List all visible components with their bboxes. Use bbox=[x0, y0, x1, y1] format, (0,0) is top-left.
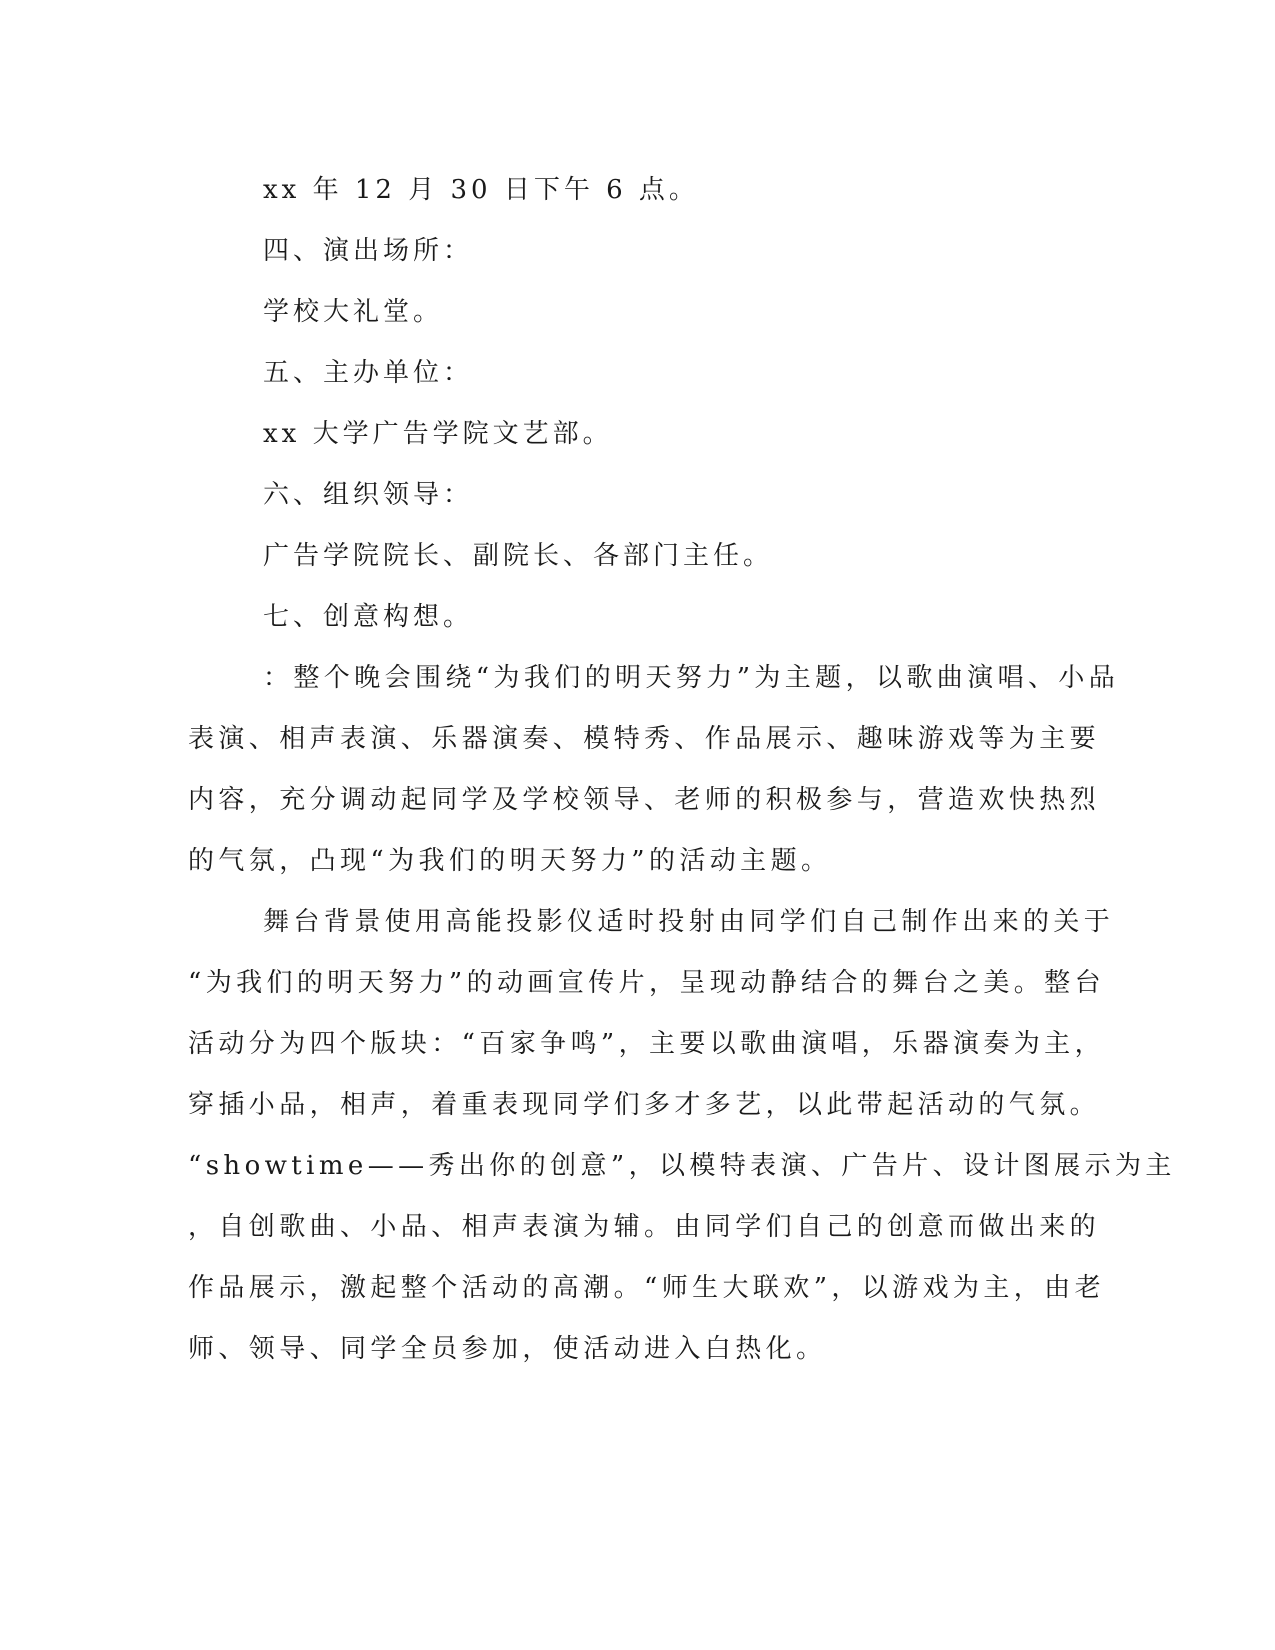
paragraph-line: 表演、相声表演、乐器演奏、模特秀、作品展示、趣味游戏等为主要 bbox=[188, 724, 1101, 754]
time-line: xx 年 12 月 30 日下午 6 点。 bbox=[263, 175, 699, 205]
heading-leadership: 六、组织领导： bbox=[263, 480, 474, 510]
paragraph-line: 活动分为四个版块：“百家争鸣”，主要以歌曲演唱，乐器演奏为主， bbox=[188, 1029, 1105, 1059]
paragraph-line: 穿插小品，相声，着重表现同学们多才多艺，以此带起活动的气氛。 bbox=[188, 1090, 1101, 1120]
venue-line: 学校大礼堂。 bbox=[263, 297, 444, 327]
paragraph-line: ：整个晚会围绕“为我们的明天努力”为主题，以歌曲演唱、小品 bbox=[263, 663, 1120, 693]
paragraph-line: 作品展示，激起整个活动的高潮。“师生大联欢”，以游戏为主，由老 bbox=[188, 1273, 1105, 1303]
heading-venue: 四、演出场所： bbox=[263, 236, 474, 266]
paragraph-line: 师、领导、同学全员参加，使活动进入白热化。 bbox=[188, 1334, 827, 1364]
paragraph-line: “为我们的明天努力”的动画宣传片，呈现动静结合的舞台之美。整台 bbox=[188, 968, 1105, 998]
paragraph-line: 内容，充分调动起同学及学校领导、老师的积极参与，营造欢快热烈 bbox=[188, 785, 1101, 815]
leadership-line: 广告学院院长、副院长、各部门主任。 bbox=[263, 541, 774, 571]
paragraph-line: “showtime——秀出你的创意”，以模特表演、广告片、设计图展示为主 bbox=[188, 1151, 1176, 1181]
paragraph-line: 的气氛，凸现“为我们的明天努力”的活动主题。 bbox=[188, 846, 832, 876]
paragraph-stage bbox=[188, 892, 1176, 1380]
organizer-line: xx 大学广告学院文艺部。 bbox=[263, 419, 613, 449]
paragraph-theme bbox=[188, 648, 1120, 892]
heading-creative-concept: 七、创意构想。 bbox=[263, 602, 474, 632]
paragraph-line: ，自创歌曲、小品、相声表演为辅。由同学们自己的创意而做出来的 bbox=[188, 1212, 1101, 1242]
heading-organizer: 五、主办单位： bbox=[263, 358, 474, 388]
paragraph-line: 舞台背景使用高能投影仪适时投射由同学们自己制作出来的关于 bbox=[263, 907, 1115, 937]
document-body bbox=[188, 160, 1176, 1380]
